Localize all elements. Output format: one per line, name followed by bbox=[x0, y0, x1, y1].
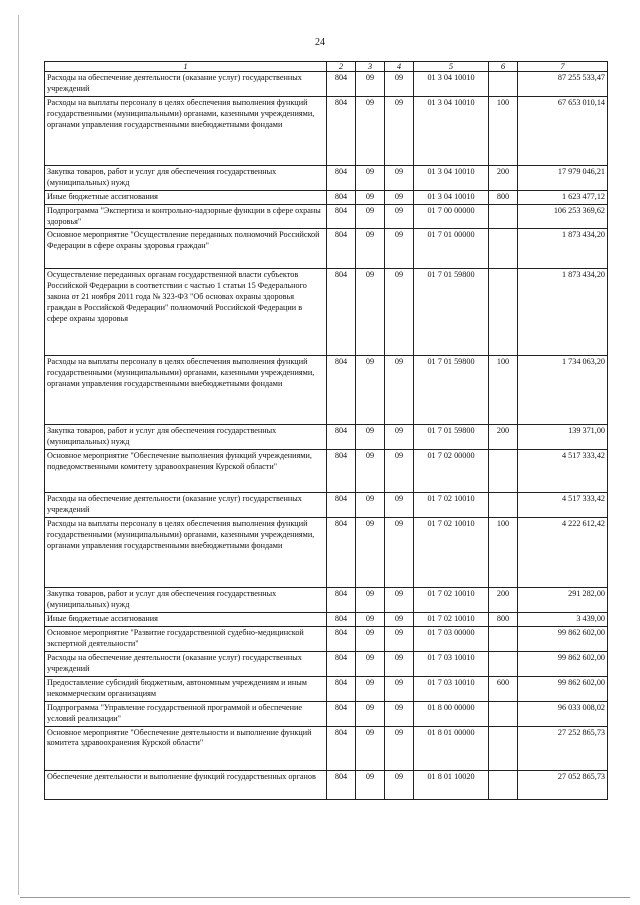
table-row bbox=[45, 191, 608, 205]
cell-expense-type bbox=[489, 701, 518, 726]
header-col-7: 7 bbox=[518, 62, 608, 72]
cell-section: 09 bbox=[356, 676, 385, 701]
cell-amount: 4 517 333,42 bbox=[518, 493, 608, 518]
table-row bbox=[45, 613, 608, 627]
table-row bbox=[45, 701, 608, 726]
cell-amount: 67 653 010,14 bbox=[518, 97, 608, 166]
cell-target-article: 01 3 04 10010 bbox=[414, 72, 489, 97]
cell-target-article: 01 7 03 00000 bbox=[414, 626, 489, 651]
cell-section: 09 bbox=[356, 701, 385, 726]
cell-section: 09 bbox=[356, 493, 385, 518]
cell-subsection: 09 bbox=[385, 518, 414, 588]
cell-amount: 1 873 434,20 bbox=[518, 269, 608, 356]
cell-section: 09 bbox=[356, 450, 385, 493]
cell-name: Расходы на выплаты персоналу в целях обеспечения выполнения функций государственными (муниципальными) органами, казенными учреждениями, органами управления государственными внебюджетными фондами bbox=[45, 97, 327, 166]
cell-amount: 4 222 612,42 bbox=[518, 518, 608, 588]
cell-subsection: 09 bbox=[385, 269, 414, 356]
table-row bbox=[45, 770, 608, 799]
header-col-2: 2 bbox=[327, 62, 356, 72]
cell-expense-type bbox=[489, 651, 518, 676]
cell-target-article: 01 8 01 10020 bbox=[414, 770, 489, 799]
cell-target-article: 01 3 04 10010 bbox=[414, 97, 489, 166]
cell-expense-type bbox=[489, 269, 518, 356]
cell-ministry-code: 804 bbox=[327, 701, 356, 726]
cell-expense-type: 200 bbox=[489, 166, 518, 191]
cell-target-article: 01 7 01 59800 bbox=[414, 425, 489, 450]
cell-ministry-code: 804 bbox=[327, 72, 356, 97]
cell-target-article: 01 8 00 00000 bbox=[414, 701, 489, 726]
cell-subsection: 09 bbox=[385, 613, 414, 627]
cell-ministry-code: 804 bbox=[327, 726, 356, 770]
cell-section: 09 bbox=[356, 356, 385, 425]
cell-name: Основное мероприятие "Обеспечение выполнения функций учреждениями, подведомственными комитету здравоохранения Курской области" bbox=[45, 450, 327, 493]
cell-amount: 1 734 063,20 bbox=[518, 356, 608, 425]
cell-expense-type: 200 bbox=[489, 425, 518, 450]
scan-edge-line bbox=[18, 15, 19, 895]
cell-section: 09 bbox=[356, 72, 385, 97]
cell-expense-type: 100 bbox=[489, 518, 518, 588]
cell-expense-type: 100 bbox=[489, 356, 518, 425]
cell-ministry-code: 804 bbox=[327, 613, 356, 627]
header-col-4: 4 bbox=[385, 62, 414, 72]
cell-subsection: 09 bbox=[385, 425, 414, 450]
table-row bbox=[45, 450, 608, 493]
cell-name: Подпрограмма "Экспертиза и контрольно-надзорные функции в сфере охраны здоровья" bbox=[45, 204, 327, 229]
cell-target-article: 01 3 04 10010 bbox=[414, 191, 489, 205]
cell-target-article: 01 7 02 00000 bbox=[414, 450, 489, 493]
cell-ministry-code: 804 bbox=[327, 676, 356, 701]
cell-amount: 96 033 008,02 bbox=[518, 701, 608, 726]
cell-section: 09 bbox=[356, 204, 385, 229]
cell-name: Закупка товаров, работ и услуг для обеспечения государственных (муниципальных) нужд bbox=[45, 588, 327, 613]
cell-subsection: 09 bbox=[385, 626, 414, 651]
table-row bbox=[45, 166, 608, 191]
cell-subsection: 09 bbox=[385, 97, 414, 166]
cell-expense-type: 800 bbox=[489, 613, 518, 627]
cell-subsection: 09 bbox=[385, 770, 414, 799]
table-row bbox=[45, 229, 608, 269]
cell-ministry-code: 804 bbox=[327, 588, 356, 613]
cell-amount: 4 517 333,42 bbox=[518, 450, 608, 493]
cell-expense-type: 800 bbox=[489, 191, 518, 205]
table-row bbox=[45, 269, 608, 356]
table-row bbox=[45, 588, 608, 613]
cell-name: Закупка товаров, работ и услуг для обеспечения государственных (муниципальных) нужд bbox=[45, 166, 327, 191]
table-row bbox=[45, 97, 608, 166]
cell-subsection: 09 bbox=[385, 588, 414, 613]
cell-name: Расходы на выплаты персоналу в целях обеспечения выполнения функций государственными (муниципальными) органами, казенными учреждениями, органами управления государственными внебюджетными фондами bbox=[45, 356, 327, 425]
cell-name: Расходы на обеспечение деятельности (оказание услуг) государственных учреждений bbox=[45, 72, 327, 97]
cell-expense-type: 100 bbox=[489, 97, 518, 166]
cell-target-article: 01 7 01 59800 bbox=[414, 269, 489, 356]
cell-expense-type bbox=[489, 204, 518, 229]
cell-section: 09 bbox=[356, 518, 385, 588]
cell-target-article: 01 7 01 59800 bbox=[414, 356, 489, 425]
cell-ministry-code: 804 bbox=[327, 450, 356, 493]
header-col-3: 3 bbox=[356, 62, 385, 72]
cell-subsection: 09 bbox=[385, 204, 414, 229]
cell-subsection: 09 bbox=[385, 701, 414, 726]
cell-ministry-code: 804 bbox=[327, 204, 356, 229]
cell-section: 09 bbox=[356, 166, 385, 191]
cell-subsection: 09 bbox=[385, 450, 414, 493]
cell-amount: 291 282,00 bbox=[518, 588, 608, 613]
cell-amount: 27 252 865,73 bbox=[518, 726, 608, 770]
cell-ministry-code: 804 bbox=[327, 166, 356, 191]
table-row bbox=[45, 651, 608, 676]
cell-name: Основное мероприятие "Осуществление переданных полномочий Российской Федерации в сфере охраны здоровья граждан" bbox=[45, 229, 327, 269]
cell-ministry-code: 804 bbox=[327, 518, 356, 588]
cell-amount: 99 862 602,00 bbox=[518, 626, 608, 651]
cell-section: 09 bbox=[356, 770, 385, 799]
cell-target-article: 01 7 02 10010 bbox=[414, 518, 489, 588]
cell-expense-type: 200 bbox=[489, 588, 518, 613]
cell-ministry-code: 804 bbox=[327, 651, 356, 676]
header-row bbox=[45, 62, 608, 72]
page-bottom-edge bbox=[20, 897, 630, 898]
cell-target-article: 01 8 01 00000 bbox=[414, 726, 489, 770]
cell-target-article: 01 3 04 10010 bbox=[414, 166, 489, 191]
cell-section: 09 bbox=[356, 651, 385, 676]
cell-section: 09 bbox=[356, 726, 385, 770]
cell-name: Закупка товаров, работ и услуг для обеспечения государственных (муниципальных) нужд bbox=[45, 425, 327, 450]
cell-expense-type bbox=[489, 770, 518, 799]
header-col-1: 1 bbox=[45, 62, 327, 72]
cell-subsection: 09 bbox=[385, 651, 414, 676]
cell-subsection: 09 bbox=[385, 676, 414, 701]
cell-section: 09 bbox=[356, 191, 385, 205]
cell-amount: 99 862 602,00 bbox=[518, 676, 608, 701]
header-col-5: 5 bbox=[414, 62, 489, 72]
cell-target-article: 01 7 01 00000 bbox=[414, 229, 489, 269]
cell-ministry-code: 804 bbox=[327, 425, 356, 450]
cell-name: Предоставление субсидий бюджетным, автономным учреждениям и иным некоммерческим организациям bbox=[45, 676, 327, 701]
cell-expense-type: 600 bbox=[489, 676, 518, 701]
cell-ministry-code: 804 bbox=[327, 229, 356, 269]
cell-amount: 27 052 865,73 bbox=[518, 770, 608, 799]
cell-subsection: 09 bbox=[385, 229, 414, 269]
cell-section: 09 bbox=[356, 269, 385, 356]
cell-ministry-code: 804 bbox=[327, 356, 356, 425]
cell-section: 09 bbox=[356, 97, 385, 166]
cell-subsection: 09 bbox=[385, 356, 414, 425]
cell-name: Осуществление переданных органам государственной власти субъектов Российской Федерации в соответствии с частью 1 статьи 15 Федерального закона от 21 ноября 2011 года № 323-ФЗ "Об основах охраны здоровья граждан в Российской Федерации" полномочий Российской Федерации в сфере охраны здоровья bbox=[45, 269, 327, 356]
cell-subsection: 09 bbox=[385, 493, 414, 518]
cell-name: Расходы на обеспечение деятельности (оказание услуг) государственных учреждений bbox=[45, 493, 327, 518]
cell-name: Иные бюджетные ассигнования bbox=[45, 191, 327, 205]
cell-target-article: 01 7 03 10010 bbox=[414, 676, 489, 701]
table-row bbox=[45, 356, 608, 425]
cell-ministry-code: 804 bbox=[327, 493, 356, 518]
cell-name: Основное мероприятие "Обеспечение деятельности и выполнение функций комитета здравоохранения Курской области" bbox=[45, 726, 327, 770]
cell-amount: 1 623 477,12 bbox=[518, 191, 608, 205]
cell-section: 09 bbox=[356, 626, 385, 651]
cell-amount: 99 862 602,00 bbox=[518, 651, 608, 676]
cell-ministry-code: 804 bbox=[327, 269, 356, 356]
table-row bbox=[45, 72, 608, 97]
table-row bbox=[45, 626, 608, 651]
cell-target-article: 01 7 00 00000 bbox=[414, 204, 489, 229]
cell-subsection: 09 bbox=[385, 166, 414, 191]
cell-amount: 1 873 434,20 bbox=[518, 229, 608, 269]
budget-table bbox=[44, 61, 608, 800]
cell-target-article: 01 7 02 10010 bbox=[414, 613, 489, 627]
cell-expense-type bbox=[489, 450, 518, 493]
table-row bbox=[45, 726, 608, 770]
table-row bbox=[45, 425, 608, 450]
cell-name: Расходы на обеспечение деятельности (оказание услуг) государственных учреждений bbox=[45, 651, 327, 676]
cell-name: Обеспечение деятельности и выполнение функций государственных органов bbox=[45, 770, 327, 799]
cell-ministry-code: 804 bbox=[327, 770, 356, 799]
cell-name: Подпрограмма "Управление государственной программой и обеспечение условий реализации" bbox=[45, 701, 327, 726]
cell-target-article: 01 7 02 10010 bbox=[414, 588, 489, 613]
cell-expense-type bbox=[489, 626, 518, 651]
cell-section: 09 bbox=[356, 588, 385, 613]
header-col-6: 6 bbox=[489, 62, 518, 72]
table-row bbox=[45, 518, 608, 588]
page-number: 24 bbox=[315, 37, 325, 48]
cell-name: Основное мероприятие "Развитие государственной судебно-медицинской экспертной деятельности" bbox=[45, 626, 327, 651]
cell-target-article: 01 7 02 10010 bbox=[414, 493, 489, 518]
cell-amount: 106 253 369,62 bbox=[518, 204, 608, 229]
cell-expense-type bbox=[489, 229, 518, 269]
cell-section: 09 bbox=[356, 229, 385, 269]
cell-amount: 3 439,00 bbox=[518, 613, 608, 627]
cell-expense-type bbox=[489, 72, 518, 97]
cell-target-article: 01 7 03 10010 bbox=[414, 651, 489, 676]
cell-subsection: 09 bbox=[385, 72, 414, 97]
cell-amount: 139 371,00 bbox=[518, 425, 608, 450]
cell-ministry-code: 804 bbox=[327, 97, 356, 166]
cell-amount: 87 255 533,47 bbox=[518, 72, 608, 97]
table-row bbox=[45, 676, 608, 701]
table-row bbox=[45, 204, 608, 229]
cell-expense-type bbox=[489, 493, 518, 518]
cell-section: 09 bbox=[356, 613, 385, 627]
cell-section: 09 bbox=[356, 425, 385, 450]
cell-subsection: 09 bbox=[385, 191, 414, 205]
cell-name: Расходы на выплаты персоналу в целях обеспечения выполнения функций государственными (муниципальными) органами, казенными учреждениями, органами управления государственными внебюджетными фондами bbox=[45, 518, 327, 588]
cell-subsection: 09 bbox=[385, 726, 414, 770]
cell-amount: 17 979 046,21 bbox=[518, 166, 608, 191]
table-row bbox=[45, 493, 608, 518]
cell-name: Иные бюджетные ассигнования bbox=[45, 613, 327, 627]
cell-ministry-code: 804 bbox=[327, 191, 356, 205]
cell-ministry-code: 804 bbox=[327, 626, 356, 651]
cell-expense-type bbox=[489, 726, 518, 770]
